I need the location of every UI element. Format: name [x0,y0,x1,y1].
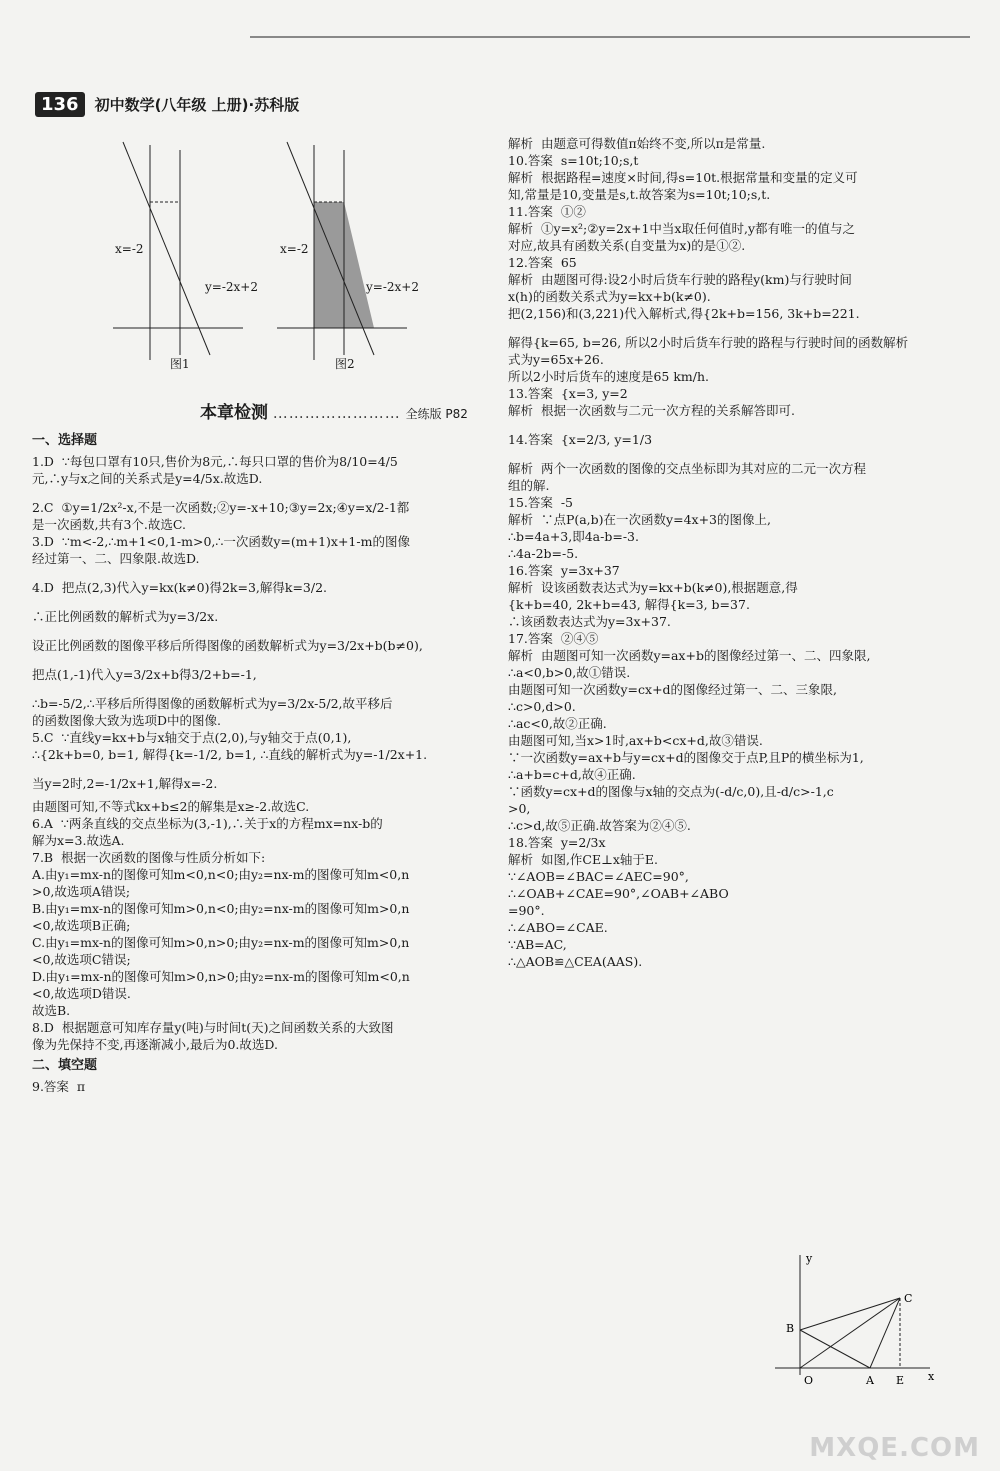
text-line: <0,故选项B正确; [32,918,131,933]
text-line: ∵∠AOB=∠BAC=∠AEC=90°, [508,869,689,884]
text-line: 解析 根据路程=速度×时间,得s=10t.根据常量和变量的定义可 [508,170,858,185]
text-line: 7.B 根据一次函数的图像与性质分析如下: [32,850,266,865]
text-line: 17.答案 ②④⑤ [508,631,599,646]
text-line: 15.答案 -5 [508,495,574,510]
q18-figure [770,1250,940,1390]
spacer [32,487,470,499]
fig18-y-label: y [806,1252,813,1265]
text-line: ∴b=4a+3,即4a-b=-3. [508,529,639,544]
spacer [508,419,948,431]
text-line: 解为x=3.故选A. [32,833,125,848]
text-line: ∴ac<0,故②正确. [508,716,607,731]
text-line: 2.C ①y=1/2x²-x,不是一次函数;②y=-x+10;③y=2x;④y=x/2-1都 [32,500,410,515]
top-rule [250,36,970,38]
text-line: 经过第一、二、四象限.故选D. [32,551,200,566]
text-line: ∴∠ABO=∠CAE. [508,920,608,935]
text-line: <0,故选项C错误; [32,952,131,967]
text-line: 12.答案 65 [508,255,577,270]
fig18-x-label: x [928,1370,935,1383]
page-number: 136 [35,92,85,117]
text-line: 11.答案 ①② [508,204,586,219]
text-line: 解析 ①y=x²;②y=2x+1中当x取任何值时,y都有唯一的值与之 [508,221,856,236]
spacer [32,567,470,579]
chapter-heading [200,398,480,423]
text-line: 把点(1,-1)代入y=3/2x+b得3/2+b=-1, [32,667,257,682]
fig18-o-label: O [804,1374,814,1387]
text-line: 解析 由题图可得:设2小时后货车行驶的路程y(km)与行驶时间 [508,272,852,287]
fig18-b-label: B [786,1322,795,1335]
text-line: 式为y=65x+26. [508,352,604,367]
text-line: =90°. [508,903,545,918]
text-line: 解析 根据一次函数与二元一次方程的关系解答即可. [508,403,795,418]
text-line: 16.答案 y=3x+37 [508,563,620,578]
text-line: B.由y₁=mx-n的图像可知m>0,n<0;由y₂=nx-m的图像可知m>0,n [32,901,410,916]
text-line: 的函数图像大致为选项D中的图像. [32,713,221,728]
text-line: A.由y₁=mx-n的图像可知m<0,n<0;由y₂=nx-m的图像可知m<0,n [32,867,410,882]
text-line: ∵AB=AC, [508,937,567,952]
text-line: D.由y₁=mx-n的图像可知m>0,n>0;由y₂=nx-m的图像可知m<0,n [32,969,410,984]
text-line: ∵函数y=cx+d的图像与x轴的交点为(-d/c,0),且-d/c>-1,c [508,784,834,799]
text-line: ∴∠OAB+∠CAE=90°,∠OAB+∠ABO [508,886,729,901]
text-line: ∴{2k+b=0, b=1, 解得{k=-1/2, b=1, ∴直线的解析式为y=-1/2x+1. [32,747,428,762]
spacer [508,322,948,334]
text-line: 解得{k=65, b=26, 所以2小时后货车行驶的路程与行驶时间的函数解析 [508,335,909,350]
text-line: 由题图可知,当x>1时,ax+b<cx+d,故③错误. [508,733,763,748]
text-line: 10.答案 s=10t;10;s,t [508,153,639,168]
fig1-label-y: y=-2x+2 [205,280,258,294]
text-line: 把(2,156)和(3,221)代入解析式,得{2k+b=156, 3k+b=221. [508,306,860,321]
text-line: 8.D 根据题意可知库存量y(吨)与时间t(天)之间函数关系的大致图 [32,1020,394,1035]
text-line: ∵一次函数y=ax+b与y=cx+d的图像交于点P,且P的横坐标为1, [508,750,864,765]
chapter-ref: 全练版 P82 [405,407,468,421]
spacer [32,683,470,695]
text-line: 元,∴y与x之间的关系式是y=4/5x.故选D. [32,471,263,486]
spacer [32,625,470,637]
text-line: 由题图可知,不等式kx+b≤2的解集是x≥-2.故选C. [32,799,310,814]
text-line: 1.D ∵每包口罩有10只,售价为8元,∴每只口罩的售价为8/10=4/5 [32,454,398,469]
fig18-c-label: C [904,1292,913,1305]
chapter-title: 本章检测 [200,403,268,423]
right-column [508,135,948,970]
text-line: 对应,故具有函数关系(自变量为x)的是①②. [508,238,746,253]
fig1-caption: 图1 [170,357,190,371]
text-line: 像为先保持不变,再逐渐减小,最后为0.故选D. [32,1037,278,1052]
text-line: x(h)的函数关系式为y=kx+b(k≠0). [508,289,711,304]
text-line: >0, [508,801,531,816]
text-line: 知,常量是10,变量是s,t.故答案为s=10t;10;s,t. [508,187,771,202]
text-line: ∴c>d,故⑤正确.故答案为②④⑤. [508,818,691,833]
watermark: MXQE.COM [809,1433,980,1463]
text-line: ∴正比例函数的解析式为y=3/2x. [32,609,219,624]
text-line: 所以2小时后货车的速度是65 km/h. [508,369,709,384]
fig2-label-y: y=-2x+2 [366,280,419,294]
text-line: 设正比例函数的图像平移后所得图像的函数解析式为y=3/2x+b(b≠0), [32,638,423,653]
text-line: 解析 设该函数表达式为y=kx+b(k≠0),根据题意,得 [508,580,798,595]
text-line: ∴△AOB≌△CEA(AAS). [508,954,643,969]
fig2-caption: 图2 [335,357,355,371]
text-line: 故选B. [32,1003,71,1018]
text-line: ∴4a-2b=-5. [508,546,579,561]
text-line: 解析 如图,作CE⊥x轴于E. [508,852,659,867]
text-line: ∴a<0,b>0,故①错误. [508,665,631,680]
text-line: >0,故选项A错误; [32,884,131,899]
text-line: ∴该函数表达式为y=3x+37. [508,614,671,629]
text-line: 解析 ∵点P(a,b)在一次函数y=4x+3的图像上, [508,512,771,527]
spacer [32,654,470,666]
spacer [32,763,470,775]
leader-dots: …………………… [272,404,401,422]
spacer [32,596,470,608]
text-line: ∴a+b=c+d,故④正确. [508,767,636,782]
page-header [35,92,299,117]
text-line: 当y=2时,2=-1/2x+1,解得x=-2. [32,776,218,791]
text-line: 由题图可知一次函数y=cx+d的图像经过第一、二、三象限, [508,682,838,697]
text-line: 解析 两个一次函数的图像的交点坐标即为其对应的二元一次方程 [508,461,866,476]
text-line: 18.答案 y=2/3x [508,835,606,850]
spacer [508,448,948,460]
text-line: 14.答案 {x=2/3, y=1/3 [508,432,653,447]
fig1-label-x: x=-2 [115,242,144,256]
text-line: 3.D ∵m<-2,∴m+1<0,1-m>0,∴一次函数y=(m+1)x+1-m的图像 [32,534,410,549]
text-line: 是一次函数,共有3个.故选C. [32,517,186,532]
text-line: 13.答案 {x=3, y=2 [508,386,628,401]
section-heading: 二、填空题 [32,1058,98,1073]
text-line: <0,故选项D错误. [32,986,131,1001]
text-line: ∴c>0,d>0. [508,699,576,714]
fig2-label-x: x=-2 [280,242,309,256]
fig18-e-label: E [896,1374,905,1387]
fig18-a-label: A [866,1374,874,1387]
book-title: 初中数学(八年级 上册)·苏科版 [94,96,300,114]
text-line: C.由y₁=mx-n的图像可知m>0,n>0;由y₂=nx-m的图像可知m>0,n [32,935,410,950]
text-line: 6.A ∵两条直线的交点坐标为(3,-1),∴关于x的方程mx=nx-b的 [32,816,383,831]
text-line: 4.D 把点(2,3)代入y=kx(k≠0)得2k=3,解得k=3/2. [32,580,328,595]
text-line: 解析 由题图可知一次函数y=ax+b的图像经过第一、二、四象限, [508,648,871,663]
text-line: 9.答案 π [32,1079,86,1094]
left-column [32,428,470,1095]
text-line: 组的解. [508,478,550,493]
text-line: 解析 由题意可得数值π始终不变,所以π是常量. [508,136,766,151]
text-line: 5.C ∵直线y=kx+b与x轴交于点(2,0),与y轴交于点(0,1), [32,730,352,745]
text-line: {k+b=40, 2k+b=43, 解得{k=3, b=37. [508,597,750,612]
text-line: ∴b=-5/2,∴平移后所得图像的函数解析式为y=3/2x-5/2,故平移后 [32,696,393,711]
section-heading: 一、选择题 [32,433,98,448]
